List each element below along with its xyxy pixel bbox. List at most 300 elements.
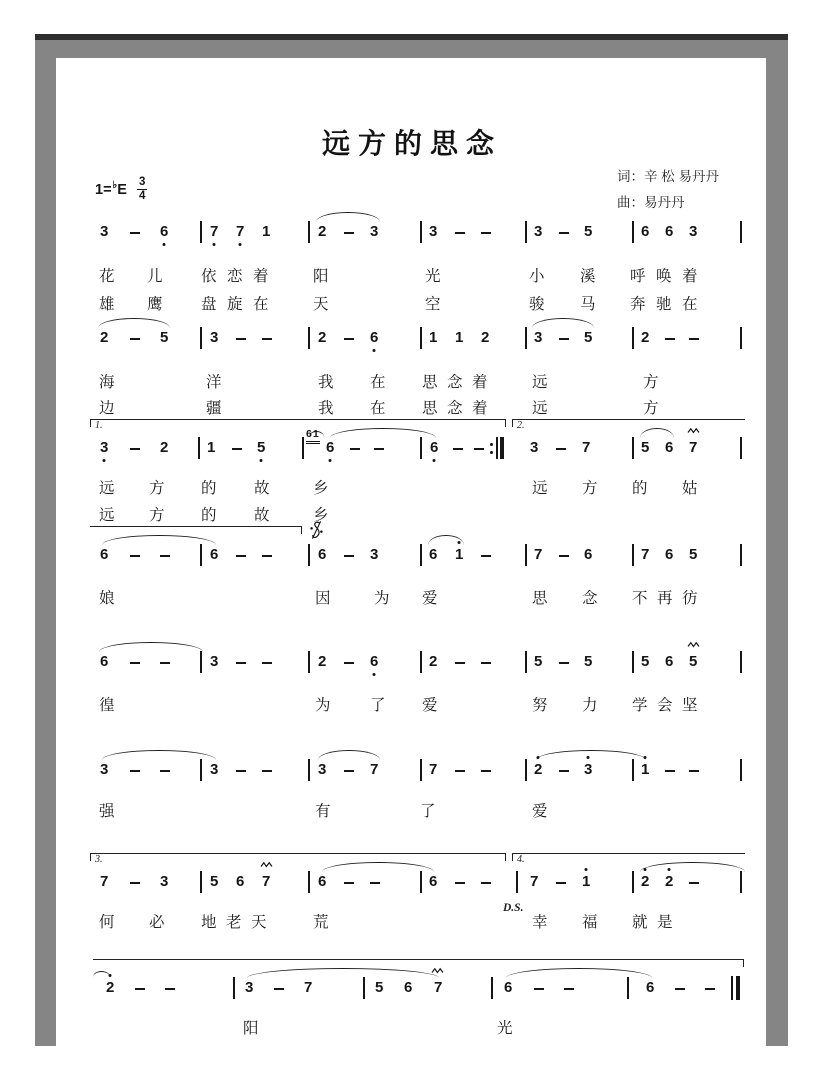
barline	[525, 327, 527, 349]
slur-tie-arc	[322, 862, 434, 872]
barline	[200, 651, 202, 673]
barline	[525, 759, 527, 781]
mordent-icon	[687, 641, 700, 648]
duration-dash	[274, 988, 284, 990]
note-token: 7	[689, 439, 698, 456]
barline	[363, 977, 365, 999]
duration-dash	[344, 338, 354, 340]
volta-bracket	[90, 853, 506, 865]
lyric-syllable: 海	[99, 374, 115, 391]
lyric-syllable: 马	[580, 296, 596, 313]
mordent-icon	[687, 427, 700, 434]
note-token: 7	[262, 873, 271, 890]
key-tonic: E	[117, 181, 127, 198]
lyric-syllable: 是	[657, 914, 673, 931]
note-token: 6	[665, 439, 674, 456]
duration-dash	[556, 882, 566, 884]
note-token: 6	[326, 440, 334, 456]
grace-underline	[306, 443, 320, 444]
lyric-syllable: 的	[201, 480, 217, 497]
note-token: 1	[641, 762, 649, 778]
high-octave-dot	[109, 974, 112, 977]
barline	[200, 221, 202, 243]
credit-lyricist: 词：辛 松 易丹丹	[617, 169, 720, 184]
duration-dash	[236, 338, 246, 340]
lyric-syllable: 爱	[422, 697, 438, 714]
note-token: 3	[210, 329, 219, 346]
lyric-syllable: 方	[582, 480, 598, 497]
slur-tie-arc	[102, 535, 216, 545]
note-token: 3	[318, 761, 327, 778]
note-token: 3	[245, 979, 254, 996]
note-token: 5	[641, 653, 650, 670]
lyric-syllable: 在	[682, 296, 698, 313]
duration-dash	[556, 448, 566, 450]
lyric-syllable: 努	[532, 697, 548, 714]
note-token: 6	[404, 979, 413, 996]
note-token: 3	[100, 223, 109, 240]
volta-label: 1.	[95, 420, 103, 431]
lyric-syllable: 方	[149, 480, 165, 497]
barline	[200, 871, 202, 893]
duration-dash	[165, 988, 175, 990]
note-token: 2	[665, 874, 673, 890]
note-token: 1	[207, 439, 216, 456]
lyric-syllable: 鹰	[147, 296, 163, 313]
barline	[200, 327, 202, 349]
lyric-syllable: 在	[370, 400, 386, 417]
duration-dash	[453, 448, 463, 450]
note-token: 2	[481, 329, 490, 346]
slur-tie-arc	[640, 428, 674, 438]
volta-label: 4.	[517, 854, 525, 865]
note-token: 1	[429, 329, 438, 346]
barline	[302, 437, 304, 459]
lyric-syllable: 着	[472, 374, 488, 391]
volta-bracket	[93, 959, 744, 967]
note-token: 2	[318, 223, 327, 240]
lyric-syllable: 远	[532, 480, 548, 497]
barline	[420, 871, 422, 893]
mordent-icon	[260, 861, 273, 868]
lyric-syllable: 着	[682, 268, 698, 285]
note-token: 1	[455, 547, 463, 563]
duration-dash	[564, 988, 574, 990]
note-token: 5	[584, 653, 593, 670]
duration-dash	[455, 770, 465, 772]
note-token: 3	[160, 873, 169, 890]
meter-denominator: 4	[138, 190, 146, 202]
low-octave-dot	[260, 459, 263, 462]
duration-dash	[236, 555, 246, 557]
lyric-syllable: 了	[370, 697, 386, 714]
barline	[632, 759, 634, 781]
lyric-syllable: 儿	[147, 268, 163, 285]
note-token: 5	[375, 979, 384, 996]
repeat-thick-bar	[500, 437, 504, 459]
note-token: 7	[530, 873, 539, 890]
lyric-syllable: 福	[582, 914, 598, 931]
repeat-thin-bar	[496, 437, 498, 459]
lyric-syllable: 着	[472, 400, 488, 417]
note-token: 6	[584, 546, 593, 563]
note-token: 5	[689, 653, 698, 670]
lyric-syllable: 光	[497, 1020, 513, 1037]
note-token: 3	[534, 223, 543, 240]
note-token: 6	[318, 873, 327, 890]
note-token: 7	[236, 224, 244, 240]
barline	[632, 871, 634, 893]
note-token: 6	[429, 546, 438, 563]
low-octave-dot	[433, 459, 436, 462]
note-token: 7	[434, 979, 443, 996]
flat-icon: ♭	[112, 180, 118, 191]
duration-dash	[374, 448, 384, 450]
lyric-syllable: 徨	[99, 697, 115, 714]
lyric-syllable: 学	[632, 697, 648, 714]
note-token: 2	[318, 329, 327, 346]
note-token: 3	[429, 223, 438, 240]
high-octave-dot	[537, 756, 540, 759]
lyric-syllable: 驰	[656, 296, 672, 313]
barline	[308, 221, 310, 243]
lyric-syllable: 爱	[532, 803, 548, 820]
lyric-syllable: 小	[529, 268, 545, 285]
repeat-dot	[490, 451, 493, 454]
duration-dash	[232, 448, 242, 450]
barline	[198, 437, 200, 459]
low-octave-dot	[239, 243, 242, 246]
volta-bracket	[512, 853, 745, 865]
lyric-syllable: 故	[254, 507, 270, 524]
duration-dash	[130, 555, 140, 557]
duration-dash	[130, 232, 140, 234]
lyric-syllable: 地	[201, 914, 217, 931]
barline	[200, 544, 202, 566]
lyric-syllable: 姑	[682, 480, 698, 497]
note-token: 2	[641, 874, 649, 890]
high-octave-dot	[668, 868, 671, 871]
note-token: 2	[100, 329, 109, 346]
duration-dash	[130, 662, 140, 664]
note-token: 5	[689, 546, 698, 563]
note-token: 7	[304, 979, 313, 996]
note-token: 1	[582, 874, 590, 890]
lyric-syllable: 为	[315, 697, 331, 714]
key-prefix: 1=	[95, 181, 112, 198]
duration-dash	[160, 555, 170, 557]
note-token: 6	[318, 546, 327, 563]
lyric-syllable: 念	[447, 400, 463, 417]
duration-dash	[262, 555, 272, 557]
low-octave-dot	[329, 459, 332, 462]
note-token: 5	[534, 653, 543, 670]
note-token: 6	[430, 440, 438, 456]
lyric-syllable: 的	[201, 507, 217, 524]
duration-dash	[559, 770, 569, 772]
low-octave-dot	[163, 243, 166, 246]
lyric-syllable: 远	[532, 374, 548, 391]
duration-dash	[130, 448, 140, 450]
lyric-syllable: 乡	[313, 507, 329, 524]
lyric-syllable: 奔	[630, 296, 646, 313]
low-octave-dot	[373, 349, 376, 352]
lyric-syllable: 花	[99, 268, 115, 285]
note-token: 7	[534, 546, 543, 563]
duration-dash	[130, 770, 140, 772]
barline	[740, 759, 742, 781]
slur-tie-arc	[247, 968, 439, 978]
lyric-syllable: 恋	[227, 268, 243, 285]
note-token: 5	[584, 223, 593, 240]
duration-dash	[344, 555, 354, 557]
slur-tie-arc	[102, 750, 216, 760]
slur-tie-arc	[98, 318, 170, 328]
lyric-syllable: 了	[420, 803, 436, 820]
duration-dash	[350, 448, 360, 450]
note-token: 6	[641, 223, 650, 240]
note-token: 3	[100, 440, 108, 456]
note-token: 3	[534, 329, 543, 346]
barline	[420, 651, 422, 673]
lyric-syllable: 再	[657, 590, 673, 607]
note-token: 2	[318, 653, 327, 670]
page-title: 远方的思念	[321, 129, 502, 160]
duration-dash	[344, 882, 354, 884]
note-token: 5	[584, 329, 593, 346]
low-octave-dot	[103, 459, 106, 462]
lyric-syllable: 坚	[682, 697, 698, 714]
barline	[740, 544, 742, 566]
note-token: 3	[370, 546, 379, 563]
barline	[525, 221, 527, 243]
lyric-syllable: 乡	[313, 480, 329, 497]
slur-tie-arc	[532, 318, 594, 328]
duration-dash	[370, 882, 380, 884]
high-octave-dot	[644, 756, 647, 759]
duration-dash	[689, 882, 699, 884]
note-token: 6	[429, 873, 438, 890]
lyric-syllable: 唤	[656, 268, 672, 285]
final-thick-bar	[736, 976, 740, 1000]
barline	[420, 327, 422, 349]
note-token: 3	[100, 761, 109, 778]
lyric-syllable: 思	[532, 590, 548, 607]
lyric-syllable: 我	[318, 374, 334, 391]
lyric-syllable: 方	[643, 400, 659, 417]
duration-dash	[559, 338, 569, 340]
barline	[740, 221, 742, 243]
note-token: 2	[534, 762, 542, 778]
lyric-syllable: 我	[318, 400, 334, 417]
grace-notes: 61	[306, 429, 320, 442]
lyric-syllable: 为	[374, 590, 390, 607]
segno-icon	[310, 520, 323, 540]
note-token: 6	[646, 979, 655, 996]
barline	[491, 977, 493, 999]
lyric-syllable: 光	[425, 268, 441, 285]
duration-dash	[675, 988, 685, 990]
duration-dash	[135, 988, 145, 990]
lyric-syllable: 爱	[422, 590, 438, 607]
slur-tie-arc	[506, 968, 652, 978]
slur-tie-arc	[318, 750, 380, 760]
credit-composer: 曲：易丹丹	[617, 195, 685, 210]
slur-tie-arc	[316, 212, 380, 222]
note-token: 6	[236, 873, 245, 890]
note-token: 5	[160, 329, 169, 346]
note-token: 1	[262, 223, 271, 240]
lyric-syllable: 着	[253, 268, 269, 285]
note-token: 6	[160, 224, 168, 240]
duration-dash	[236, 770, 246, 772]
lyric-syllable: 远	[99, 480, 115, 497]
meter-numerator: 3	[138, 176, 146, 188]
lyric-syllable: 边	[99, 400, 115, 417]
lyric-syllable: 天	[313, 296, 329, 313]
lyric-syllable: 在	[253, 296, 269, 313]
lyric-syllable: 娘	[99, 590, 115, 607]
note-token: 3	[584, 762, 592, 778]
slur-tie-arc	[640, 862, 745, 872]
note-token: 3	[210, 653, 219, 670]
lyric-syllable: 骏	[529, 296, 545, 313]
volta-bracket	[90, 526, 302, 534]
duration-dash	[559, 662, 569, 664]
duration-dash	[262, 662, 272, 664]
note-token: 2	[641, 329, 650, 346]
lyric-syllable: 彷	[682, 590, 698, 607]
note-token: 6	[504, 979, 513, 996]
note-token: 6	[100, 653, 109, 670]
note-token: 6	[100, 546, 109, 563]
lyric-syllable: 旋	[227, 296, 243, 313]
repeat-dot	[490, 443, 493, 446]
high-octave-dot	[585, 868, 588, 871]
duration-dash	[262, 770, 272, 772]
lyric-syllable: 何	[99, 914, 115, 931]
note-token: 7	[582, 439, 591, 456]
note-token: 3	[689, 223, 698, 240]
note-token: 7	[100, 873, 109, 890]
duration-dash	[481, 555, 491, 557]
barline	[525, 651, 527, 673]
lyric-syllable: 依	[201, 268, 217, 285]
barline	[420, 221, 422, 243]
lyric-syllable: 疆	[206, 400, 222, 417]
volta-bracket	[512, 419, 745, 431]
duration-dash	[236, 662, 246, 664]
final-thin-bar	[731, 976, 733, 1000]
low-octave-dot	[213, 243, 216, 246]
lyric-syllable: 必	[149, 914, 165, 931]
volta-bracket	[90, 419, 506, 431]
duration-dash	[481, 232, 491, 234]
lyric-syllable: 方	[149, 507, 165, 524]
lyric-syllable: 幸	[532, 914, 548, 931]
lyric-syllable: 思	[422, 400, 438, 417]
note-token: 1	[455, 329, 464, 346]
lyric-syllable: 洋	[206, 374, 222, 391]
barline	[200, 759, 202, 781]
slur-tie-arc	[536, 750, 646, 760]
lyric-syllable: 阳	[313, 268, 329, 285]
lyric-syllable: 念	[447, 374, 463, 391]
low-octave-dot	[373, 673, 376, 676]
note-token: 6	[370, 330, 378, 346]
barline	[420, 759, 422, 781]
lyric-syllable: 呼	[630, 268, 646, 285]
note-token: 7	[429, 761, 438, 778]
lyric-syllable: 盘	[201, 296, 217, 313]
lyric-syllable: 在	[370, 374, 386, 391]
barline	[308, 327, 310, 349]
lyric-syllable: 阳	[243, 1020, 259, 1037]
note-token: 2	[160, 439, 169, 456]
ds-mark: D.S.	[503, 902, 524, 914]
duration-dash	[455, 232, 465, 234]
barline	[632, 221, 634, 243]
duration-dash	[481, 662, 491, 664]
slur-tie-arc	[93, 971, 110, 977]
duration-dash	[705, 988, 715, 990]
note-token: 5	[641, 439, 650, 456]
lyric-syllable: 强	[99, 803, 115, 820]
duration-dash	[665, 770, 675, 772]
note-token: 2	[429, 653, 438, 670]
barline	[632, 327, 634, 349]
duration-dash	[689, 338, 699, 340]
barline	[308, 871, 310, 893]
note-token: 5	[257, 440, 265, 456]
barline	[308, 759, 310, 781]
lyric-syllable: 方	[643, 374, 659, 391]
duration-dash	[160, 662, 170, 664]
barline	[740, 437, 742, 459]
duration-dash	[481, 882, 491, 884]
duration-dash	[534, 988, 544, 990]
barline	[525, 544, 527, 566]
volta-label: 3.	[95, 854, 103, 865]
duration-dash	[481, 770, 491, 772]
lyric-syllable: 老	[226, 914, 242, 931]
duration-dash	[455, 882, 465, 884]
lyric-syllable: 故	[254, 480, 270, 497]
duration-dash	[559, 232, 569, 234]
lyric-syllable: 念	[582, 590, 598, 607]
barline	[740, 651, 742, 673]
duration-dash	[665, 338, 675, 340]
note-token: 2	[106, 980, 114, 996]
barline	[420, 544, 422, 566]
lyric-syllable: 远	[99, 507, 115, 524]
note-token: 5	[210, 873, 219, 890]
barline	[308, 544, 310, 566]
note-token: 6	[370, 654, 378, 670]
lyric-syllable: 溪	[580, 268, 596, 285]
note-token: 6	[665, 223, 674, 240]
note-token: 7	[641, 546, 650, 563]
lyric-syllable: 思	[422, 374, 438, 391]
slur-tie-arc	[99, 642, 203, 652]
barline	[740, 871, 742, 893]
lyric-syllable: 就	[632, 914, 648, 931]
lyric-syllable: 力	[582, 697, 598, 714]
lyric-syllable: 因	[315, 590, 331, 607]
note-token: 3	[370, 223, 379, 240]
lyric-syllable: 荒	[313, 914, 329, 931]
duration-dash	[689, 770, 699, 772]
